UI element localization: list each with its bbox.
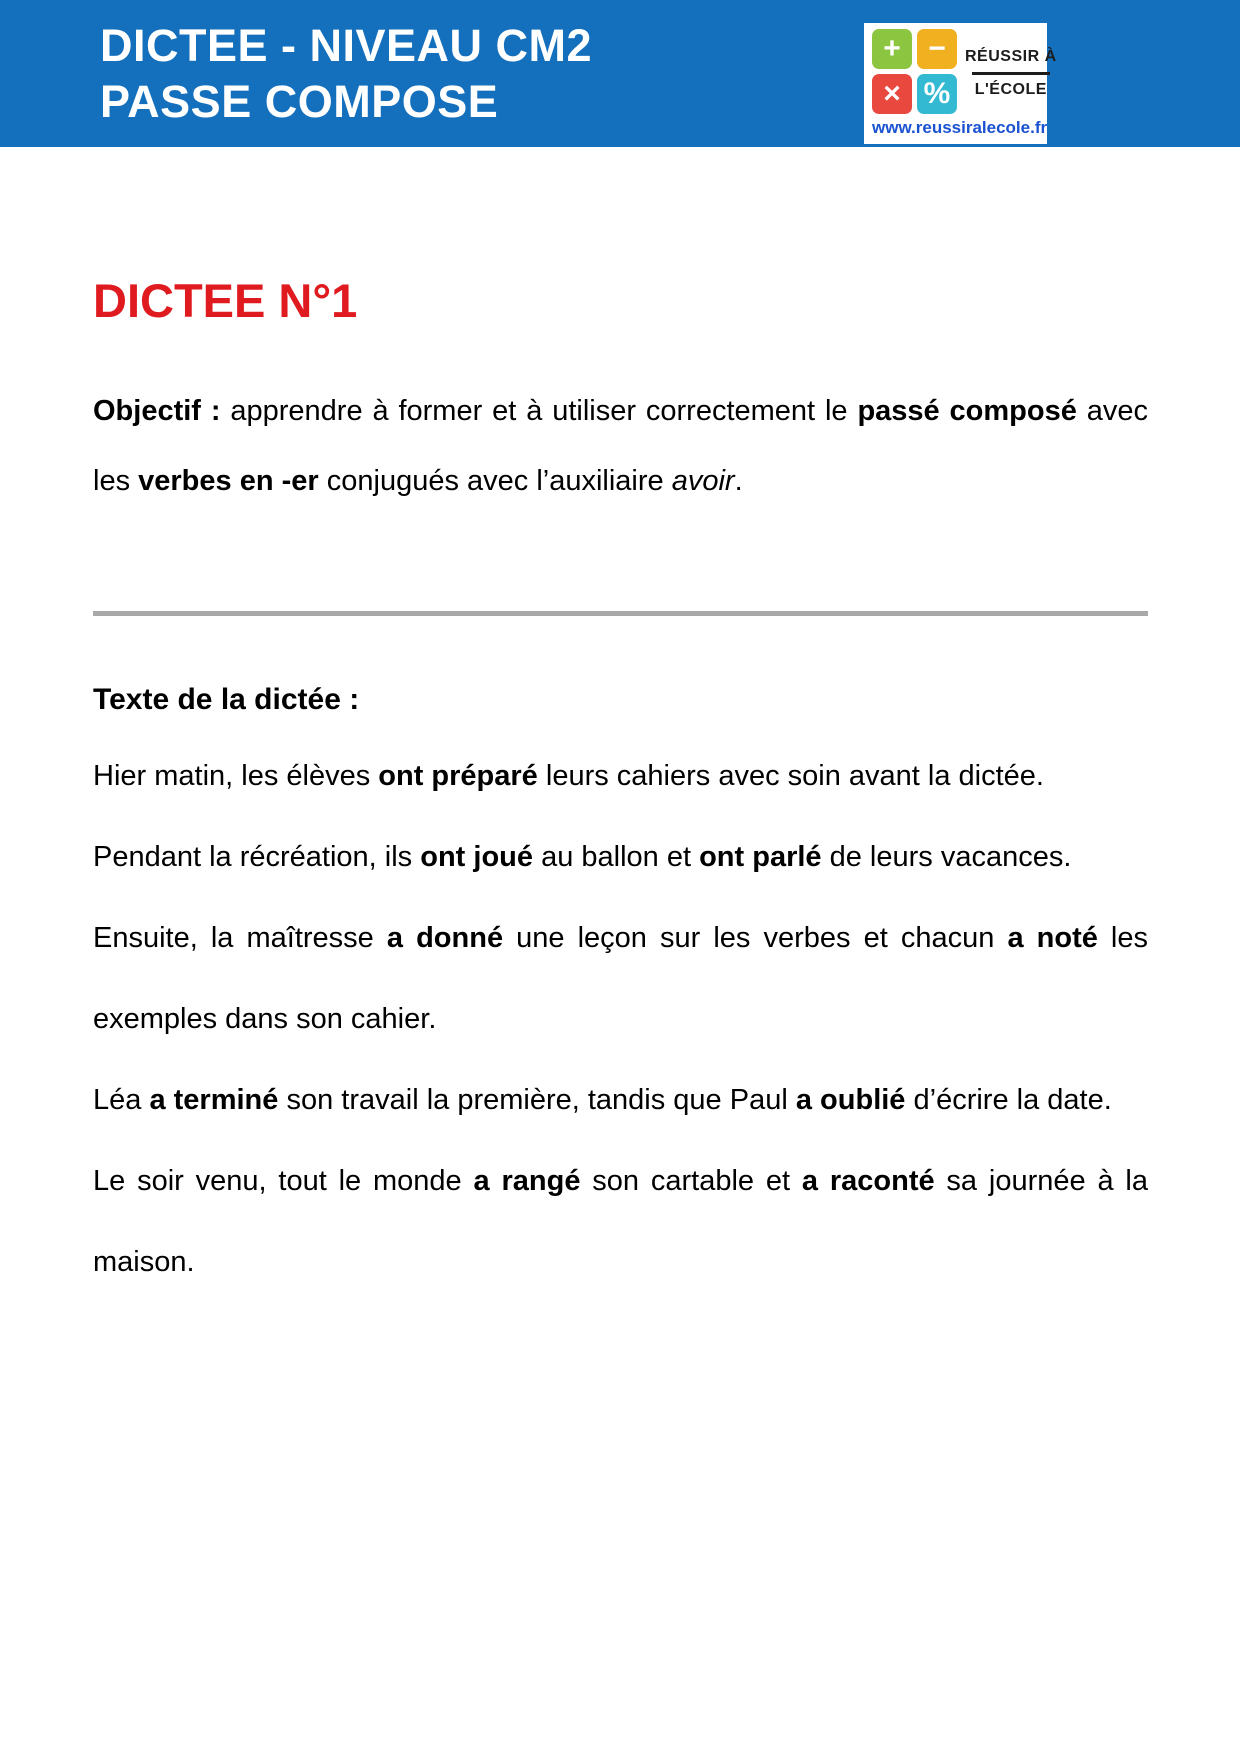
dictation-text-heading: Texte de la dictée :: [93, 683, 360, 716]
multiply-icon: ×: [872, 74, 912, 114]
brand-name-line1: RÉUSSIR À: [965, 48, 1057, 65]
dictation-sentence: Le soir venu, tout le monde a rangé son cartable et a raconté sa journée à la maison.: [93, 1165, 1148, 1278]
brand-logo: [864, 23, 1057, 144]
worksheet-title: [100, 18, 592, 130]
objective-paragraph: Objectif : apprendre à former et à utiliser correctement le passé composé avec les verbes en -er conjugués avec l’auxiliaire avoir.: [93, 395, 1148, 497]
brand-website-url: www.reussiralecole.fr: [872, 118, 1048, 137]
dictation-sentence: Pendant la récréation, ils ont joué au ballon et ont parlé de leurs vacances.: [93, 841, 1072, 873]
percent-icon: %: [917, 74, 957, 114]
brand-name-line2: L'ÉCOLE: [974, 81, 1047, 98]
worksheet-title-line2: PASSE COMPOSE: [100, 76, 499, 127]
dictation-number-title: DICTEE N°1: [93, 274, 358, 327]
worksheet-title-line1: DICTEE - NIVEAU CM2: [100, 20, 593, 71]
dictation-sentence: Ensuite, la maîtresse a donné une leçon sur les verbes et chacun a noté les exemples dans son cahier.: [93, 922, 1148, 1035]
dictation-sentence: Léa a terminé son travail la première, tandis que Paul a oublié d’écrire la date.: [93, 1084, 1112, 1116]
horizontal-divider: [93, 611, 1148, 616]
header-banner: [0, 0, 1240, 147]
page-content: [0, 147, 1240, 1303]
dictation-body: [93, 736, 1148, 1303]
math-operators-logo-grid: [872, 29, 957, 118]
dictation-sentence: Hier matin, les élèves ont préparé leurs cahiers avec soin avant la dictée.: [93, 760, 1044, 792]
plus-icon: +: [872, 29, 912, 69]
minus-icon: −: [917, 29, 957, 69]
brand-divider: [972, 72, 1050, 75]
